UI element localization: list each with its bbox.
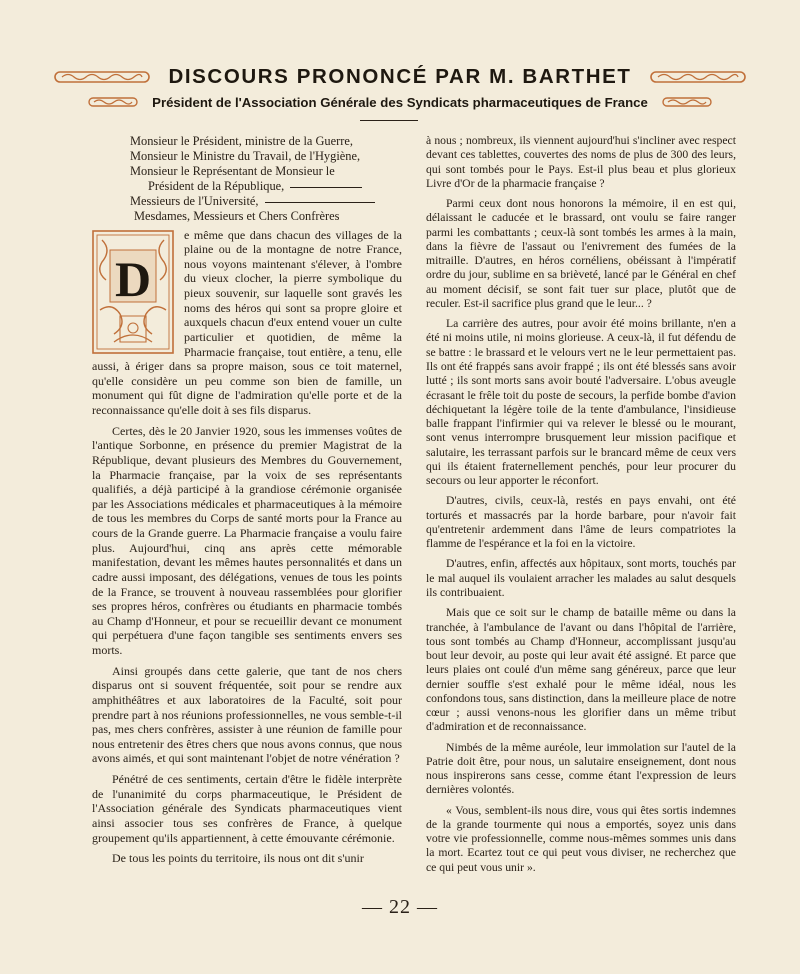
- salutation-rule: [290, 187, 362, 188]
- paragraph: Ainsi groupés dans cette galerie, que tant de nos chers disparus ont si souvent fréquentée, soit pour se rendre aux amphithéâtres et aux laboratoires de la Faculté, soit pour prendre part à nos réunions professionnelles, ne vous semble-t-il pas, mes chers confrères, assister à une réunion de famille pour nous entretenir des êtres chers que nous avons connus, que nous avons aimés, et qui sont maintenant l'objet de notre vénération ?: [92, 663, 402, 766]
- salutation-line-wrap: [130, 194, 402, 209]
- page-title: DISCOURS PRONONCÉ PAR M. BARTHET: [168, 65, 632, 88]
- left-small-ornament-icon: [88, 96, 138, 108]
- dropcap-frame-icon: [92, 230, 174, 354]
- paragraph: Nimbés de la même auréole, leur immolation sur l'autel de la Patrie doit être, pour nous, un salutaire enseignement, dont nous nous inspirerons sans cesse, comme étant l'expression de leurs dernières volontés.: [426, 740, 736, 797]
- page-subtitle: Président de l'Association Générale des Syndicats pharmaceutiques de France: [152, 94, 648, 110]
- left-column: [92, 134, 402, 872]
- salutation-line: Président de la République,: [148, 179, 285, 194]
- paragraph: D'autres, enfin, affectés aux hôpitaux, sont morts, touchés par le mal auquel ils voulaient arracher les malades au salut desquels ils contribuaient.: [426, 557, 736, 599]
- decorative-dropcap: [92, 230, 174, 354]
- page-number: — 22 —: [362, 896, 438, 918]
- salutation-line-wrap: [130, 179, 402, 194]
- salutation-line: Monsieur le Président, ministre de la Guerre,: [130, 134, 353, 148]
- paragraph: D'autres, civils, ceux-là, restés en pays envahi, ont été torturés et massacrés par la horde barbare, pour n'avoir fait qu'entretenir ardemment dans l'âme de leurs compatriotes la flamme de l'espérance et la foi en la victoire.: [426, 494, 736, 551]
- right-column: [426, 134, 736, 881]
- paragraph: Certes, dès le 20 Janvier 1920, sous les immenses voûtes de l'antique Sorbonne, en présence du premier Magistrat de la République, devant plusieurs des Membres du Gouvernement, la Pharmacie française, par la voix de ses représentants qualifiés, a déjà participé à la grandiose cérémonie organisée par les Associations médicales et pharmaceutiques à la mémoire de tous les membres du Corps de santé morts pour la France au cours de la Grande guerre. La Pharmacie française a voulu faire plus. Aujourd'hui, cinq ans après cette mémorable manifestation, devant les mêmes hautes personnalités et dans un cadre aussi imposant, des délégations, venues de tous les points de la France, se trouvent à nouveau rassemblées pour glorifier ses propres héros, confrères ou étudiants en pharmacie tombés au Champ d'Honneur, et pour se recueillir devant ce monument qui perpétuera d'une façon tangible ses sentiments envers ses morts.: [92, 423, 402, 658]
- salutations: [92, 134, 402, 225]
- header-subtitle-row: [0, 92, 800, 112]
- dropcap-letter: D: [114, 250, 152, 307]
- paragraph: Pénétré de ces sentiments, certain d'être le fidèle interprète de l'unanimité du corps pharmaceutique, le Président de l'Association générale des Syndicats pharmaceutiques vient ainsi associer tous ses confrères de France, à quelque groupement qu'ils appartiennent, à cette émouvante cérémonie.: [92, 772, 402, 845]
- paragraph: Mais que ce soit sur le champ de bataille même ou dans la tranchée, à l'ambulance de l'avant ou dans l'hôpital de l'arrière, tous sont tombés au Champ d'Honneur, accomplissant jusqu'au bout leur devoir, au poste qui leur avait été assigné. Et parce que leurs plaies ont coulé d'un même sang généreux, parce que leur dernier souffle s'est exhalé pour le même idéal, nous les confondons tous, sans distinction, dans la meilleure place de notre cœur ; aussi venons-nous les glorifier dans un même tribut d'admiration et de reconnaissance.: [426, 606, 736, 734]
- paragraph: e même que dans chacun des villages de la plaine ou de la montagne de notre France, nous voyons maintenant s'élever, à l'ombre du vieux clocher, la pierre symbolique du pieux souvenir, sur laquelle sont gravés les noms des héros qui sont sa propre gloire et auxquels chacun d'eux entend vouer un culte particulier et quotidien, de même la Pharmacie française, tout entière, a tenu, elle aussi, à ériger dans sa propre maison, sous ce toit maternel, qu'elle considère un peu comme son bien de famille, un monument qui fût digne de l'admiration qu'elle porte et de la reconnaissance qu'elle doit à ses fils disparus.: [92, 227, 402, 418]
- paragraph: à nous ; nombreux, ils viennent aujourd'hui s'incliner avec respect devant ces tablettes, couvertes des noms de plus de 300 des leurs, qui sont tombés pour le Pays. Est-il plus beau et plus glorieux Livre d'Or de la pharmacie française ?: [426, 134, 736, 190]
- right-small-ornament-icon: [662, 96, 712, 108]
- paragraph: De tous les points du territoire, ils nous ont dit s'unir: [112, 851, 364, 866]
- paragraph: Parmi ceux dont nous honorons la mémoire, il en est qui, délaissant le caducée et le brassard, ont voulu se faire ranger parmi les combattants ; ceux-là sont tombés les armes à la main, dans la fièvre de l'assaut ou l'enivrement des fumées de la mitraille. D'autres, en héros cornéliens, obéissant à l'impératif ordre du jour, sublime en sa brièveté, lancé par le Général en chef au moment décisif, se sont fait tuer sur place, plutôt que de reculer. Est-il sacrifice plus grand que le leur... ?: [426, 197, 736, 310]
- left-ornament-icon: [54, 70, 150, 84]
- salutation-line: Messieurs de l'Université,: [130, 194, 259, 209]
- salutation-line: Mesdames, Messieurs et Chers Confrères: [134, 209, 340, 224]
- salutation-rule: [265, 202, 375, 203]
- salutation-line: Monsieur le Représentant de Monsieur le: [130, 164, 335, 179]
- header-title-row: [0, 64, 800, 90]
- salutation-line: Monsieur le Ministre du Travail, de l'Hygiène,: [130, 149, 361, 164]
- right-ornament-icon: [650, 70, 746, 84]
- header-divider: [360, 120, 418, 121]
- paragraph: « Vous, semblent-ils nous dire, vous qui êtes sortis indemnes de la grande tourmente qui nous a emportés, soyez unis dans votre vie professionnelle, comme nous-mêmes sommes unis dans la mort. Ecartez tout ce qui peut vous diviser, ne recherchez que ce qui peut vous unir ».: [426, 803, 736, 874]
- paragraph: La carrière des autres, pour avoir été moins brillante, n'en a été ni moins utile, ni moins glorieuse. A ceux-là, il fut défendu de se battre : le brassard et le velours vert ne le leur permettaient pas. Ils ont été frappés sans avoir frappé ; ils ont été blessés sans avoir lutté ; ils sont morts sans avoir bouté l'adversaire. L'obus aveugle écrasant le frêle toit du poste de secours, la perfide bombe d'avion déchiquetant la légère toile de la tente d'ambulance, l'insidieuse balle frappant l'infirmier qui va relever le blessé ou le mourant, sont venus interrompre brusquement leur mission pacifique et salutaire, les terrassant parfois sur le brancard même de ceux vers qui ils étaient fraternellement penchés, pour leur procurer du secours ou leur apporter le réconfort.: [426, 317, 736, 488]
